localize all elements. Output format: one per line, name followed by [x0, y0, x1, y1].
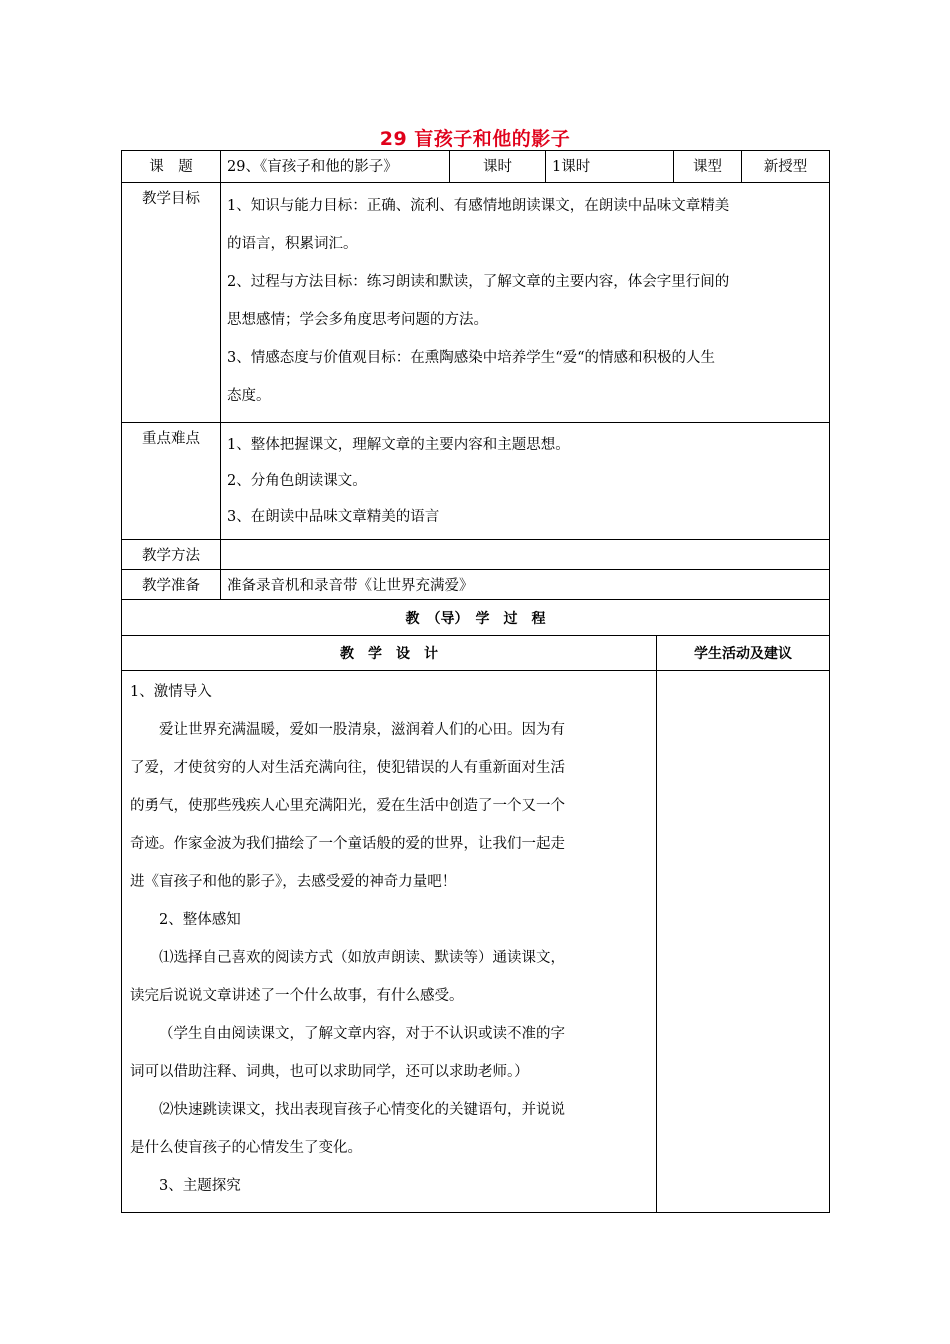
activity-content [657, 671, 830, 1213]
design-header: 教 学 设 计 [122, 636, 657, 671]
difficulties-label: 重点难点 [122, 423, 221, 540]
design-line: 2、整体感知 [159, 912, 241, 928]
type-label: 课型 [674, 151, 742, 183]
objective-line: 2、过程与方法目标：练习朗读和默读，了解文章的主要内容，体会字里行间的 [227, 274, 730, 290]
objectives-label: 教学目标 [122, 183, 221, 423]
preparation-row [122, 570, 830, 600]
design-line: ⑴选择自己喜欢的阅读方式（如放声朗读、默读等）通读课文， [159, 950, 565, 966]
hours-value: 1课时 [546, 151, 674, 183]
objective-line: 3、情感态度与价值观目标：在熏陶感染中培养学生“爱“的情感和积极的人生 [227, 350, 716, 366]
preparation-value: 准备录音机和录音带《让世界充满爱》 [221, 570, 830, 600]
lesson-plan-table [121, 150, 830, 1213]
objectives-content [221, 183, 830, 423]
methods-value [221, 540, 830, 570]
methods-row [122, 540, 830, 570]
difficulty-line: 2、分角色朗读课文。 [227, 473, 367, 489]
objective-line: 态度。 [227, 388, 271, 404]
preparation-label: 教学准备 [122, 570, 221, 600]
type-value: 新授型 [742, 151, 830, 183]
process-header: 教 （导） 学 过 程 [122, 600, 830, 636]
design-line: 读完后说说文章讲述了一个什么故事，有什么感受。 [130, 988, 464, 1004]
design-line: 进《盲孩子和他的影子》，去感受爱的神奇力量吧！ [130, 874, 457, 890]
topic-label: 课 题 [122, 151, 221, 183]
topic-value: 29、《盲孩子和他的影子》 [221, 151, 450, 183]
methods-label: 教学方法 [122, 540, 221, 570]
hours-label: 课时 [450, 151, 546, 183]
design-line: 1、激情导入 [130, 684, 212, 700]
design-line: 词可以借助注释、词典，也可以求助同学，还可以求助老师。） [130, 1064, 529, 1080]
design-row [122, 671, 830, 1213]
difficulty-line: 3、在朗读中品味文章精美的语言 [227, 509, 440, 525]
design-line: 奇迹。作家金波为我们描绘了一个童话般的爱的世界，让我们一起走 [130, 836, 565, 852]
info-row [122, 151, 830, 183]
process-header-row [122, 600, 830, 636]
design-line: ⑵快速跳读课文，找出表现盲孩子心情变化的关键语句，并说说 [159, 1102, 565, 1118]
design-line: 是什么使盲孩子的心情发生了变化。 [130, 1140, 362, 1156]
objective-line: 思想感情；学会多角度思考问题的方法。 [227, 312, 488, 328]
design-line: 的勇气，使那些残疾人心里充满阳光，爱在生活中创造了一个又一个 [130, 798, 565, 814]
activity-header: 学生活动及建议 [657, 636, 830, 671]
design-line: 了爱，才使贫穷的人对生活充满向往，使犯错误的人有重新面对生活 [130, 760, 565, 776]
objectives-row [122, 183, 830, 423]
design-line: 爱让世界充满温暖，爱如一股清泉，滋润着人们的心田。因为有 [159, 722, 565, 738]
document-title: 29 盲孩子和他的影子 [379, 128, 571, 150]
objective-line: 的语言，积累词汇。 [227, 236, 358, 252]
objective-line: 1、知识与能力目标：正确、流利、有感情地朗读课文，在朗读中品味文章精美 [227, 198, 730, 214]
difficulties-row [122, 423, 830, 540]
design-content [122, 671, 657, 1213]
design-line: 3、主题探究 [159, 1178, 241, 1194]
design-line: （学生自由阅读课文，了解文章内容，对于不认识或读不准的字 [159, 1026, 565, 1042]
column-header-row [122, 636, 830, 671]
difficulties-content [221, 423, 830, 540]
difficulty-line: 1、整体把握课文，理解文章的主要内容和主题思想。 [227, 437, 570, 453]
